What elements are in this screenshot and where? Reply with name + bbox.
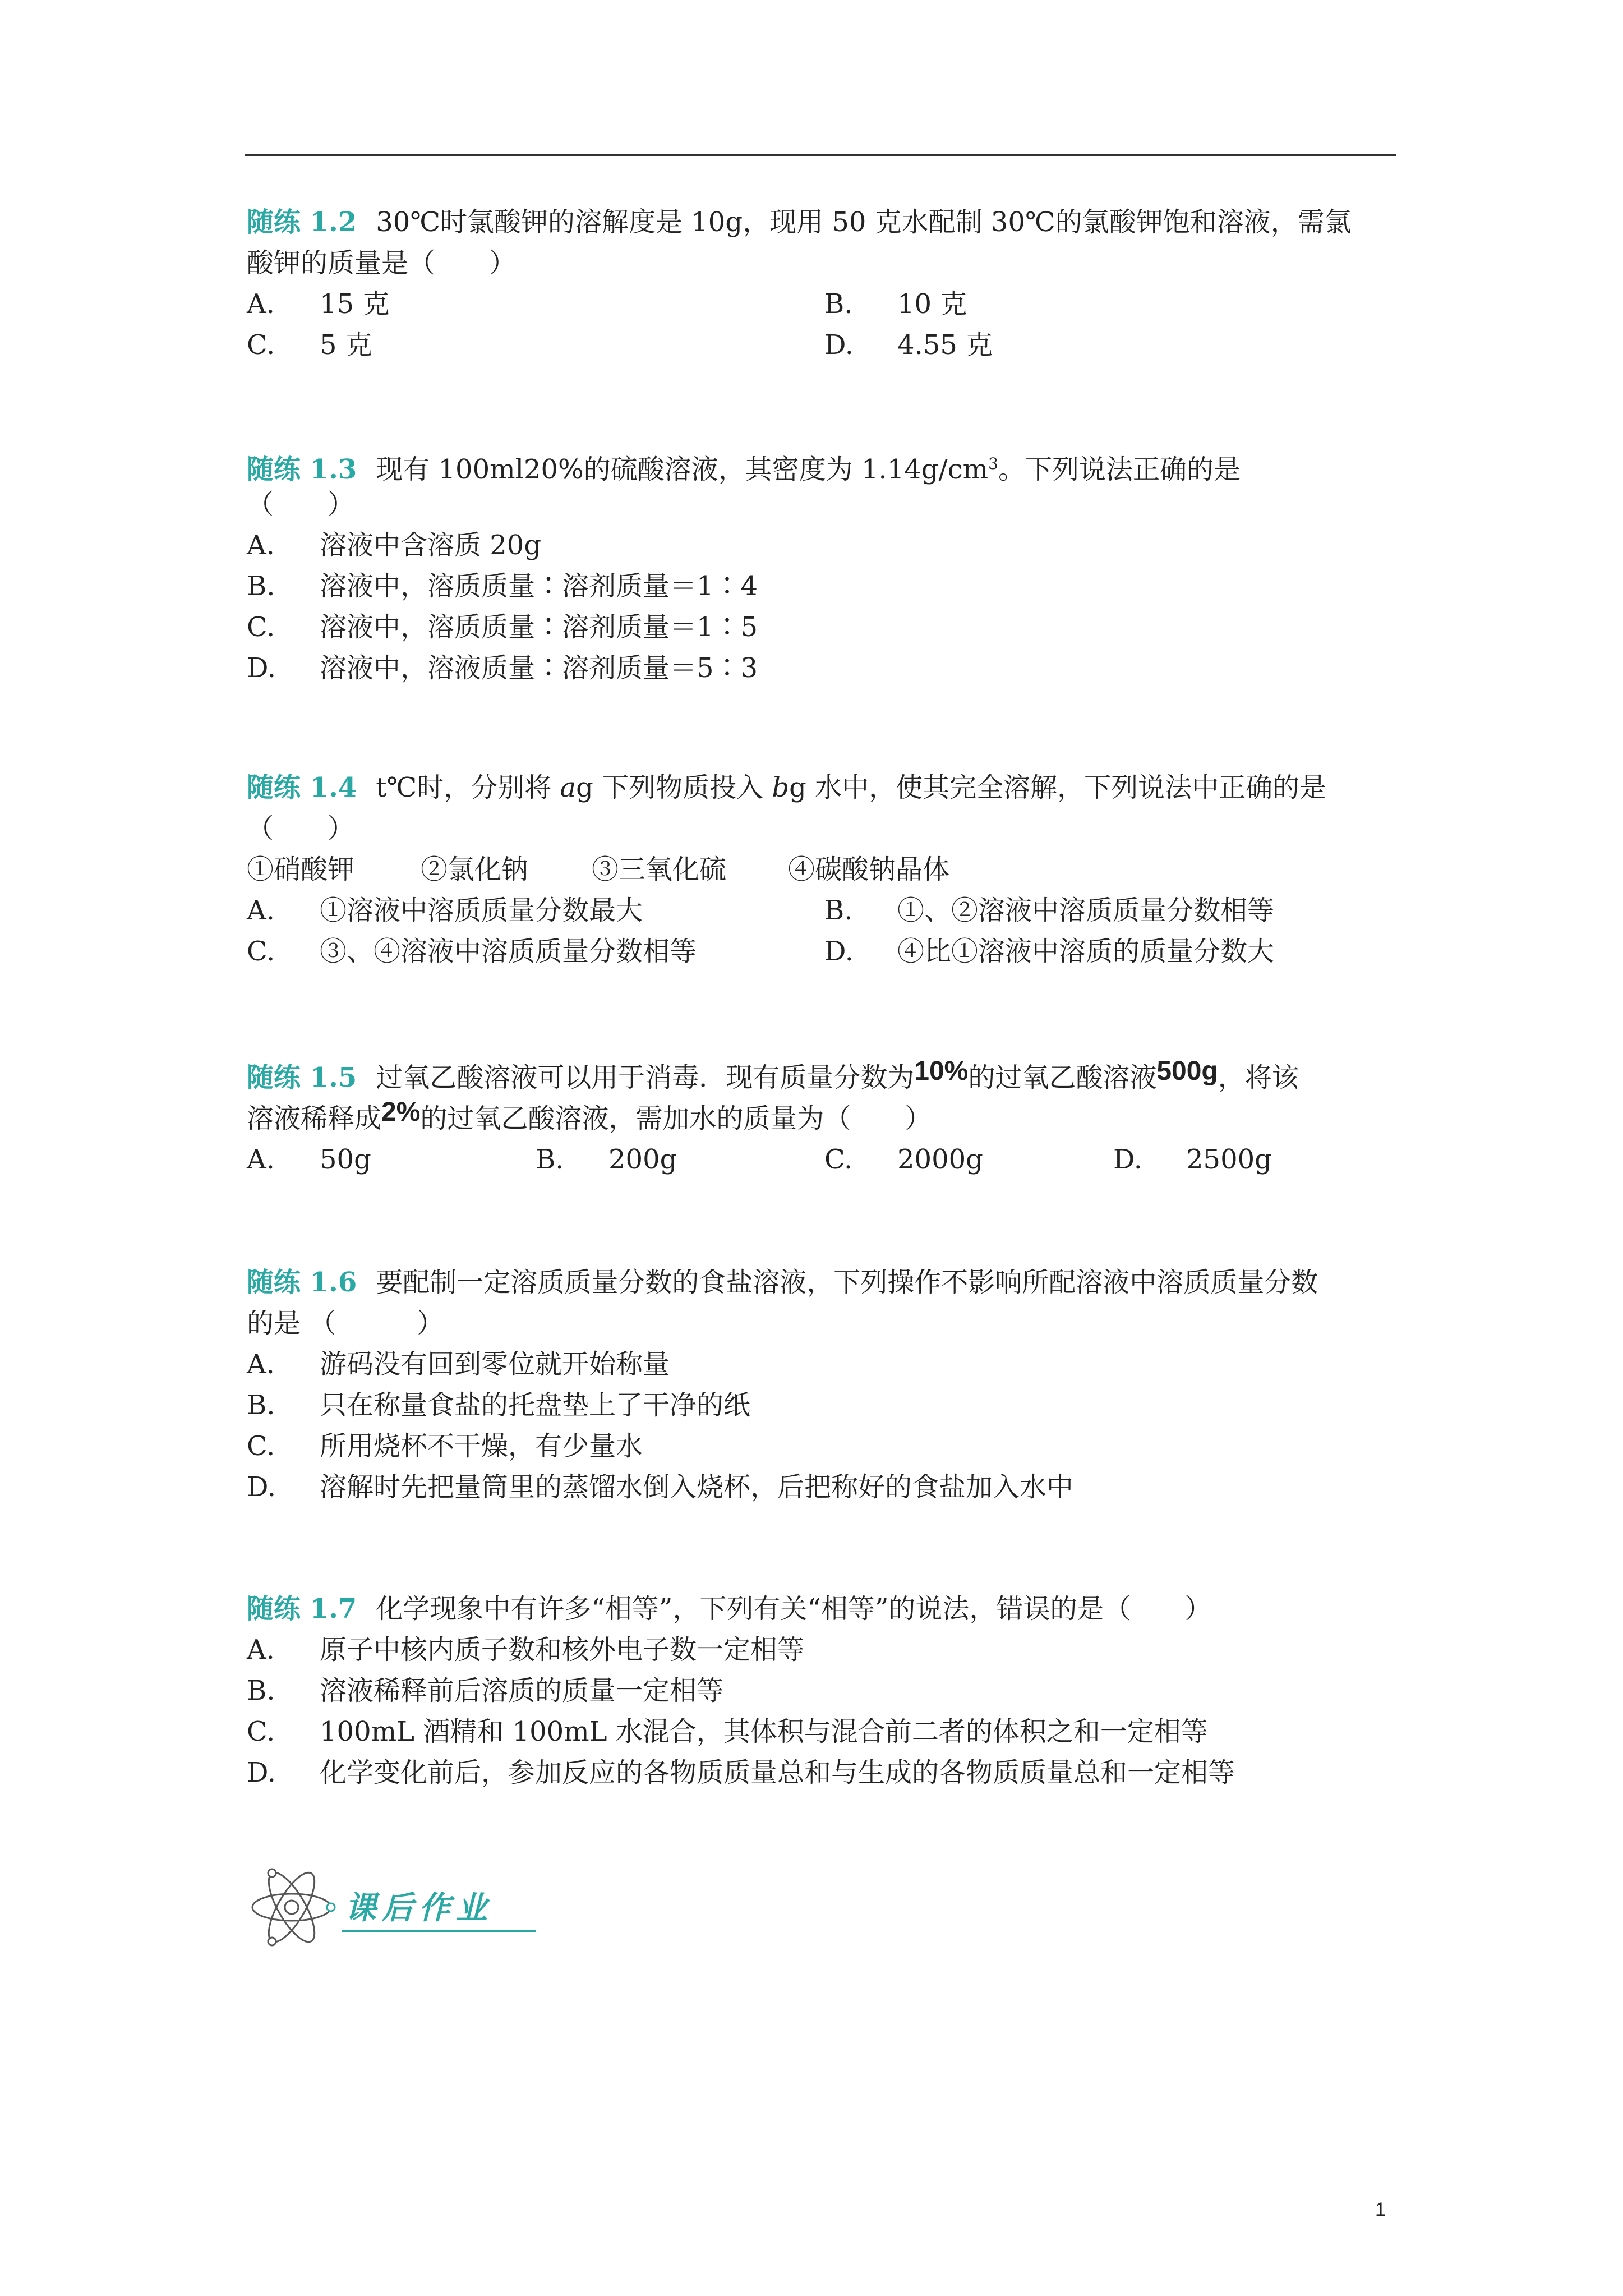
option-a: A. 15 克 xyxy=(247,288,390,320)
question-text: 的过氧乙酸溶液，需加水的质量为（ ） xyxy=(420,1103,932,1134)
option-c: C. 2000g xyxy=(824,1144,983,1175)
option-c: C. 所用烧杯不干燥，有少量水 xyxy=(247,1430,643,1462)
formula-value: 500g xyxy=(1156,1056,1218,1086)
option-d: D. 溶解时先把量筒里的蒸馏水倒入烧杯，后把称好的食盐加入水中 xyxy=(247,1471,1074,1503)
homework-banner xyxy=(247,1865,538,1949)
option-a: A. ①溶液中溶质质量分数最大 xyxy=(247,895,643,926)
question-text: 过氧乙酸溶液可以用于消毒．现有质量分数为 xyxy=(376,1062,915,1093)
option-d: D. 溶液中，溶液质量∶溶剂质量＝5∶3 xyxy=(247,652,758,684)
option-c: C. 100mL 酒精和 100mL 水混合，其体积与混合前二者的体积之和一定相等 xyxy=(247,1716,1208,1747)
option-c: C. 5 克 xyxy=(247,329,372,361)
question-id: 随练 1.5 xyxy=(247,1062,357,1093)
question-text: 。下列说法正确的是 xyxy=(998,454,1241,485)
question-1-4 xyxy=(247,767,1402,972)
substance-item: ④碳酸钠晶体 xyxy=(788,854,950,885)
question-1-7 xyxy=(247,1589,1402,1793)
option-c: C. ③、④溶液中溶质质量分数相等 xyxy=(247,936,697,967)
question-text: 化学现象中有许多“相等”，下列有关“相等”的说法，错误的是（ ） xyxy=(376,1593,1212,1625)
formula-value: 2% xyxy=(381,1097,421,1127)
option-c: C. 溶液中，溶质质量∶溶剂质量＝1∶5 xyxy=(247,611,758,643)
question-text: 30℃时氯酸钾的溶解度是 10g，现用 50 克水配制 30℃的氯酸钾饱和溶液，需氯 xyxy=(376,206,1352,238)
question-id: 随练 1.3 xyxy=(247,454,357,485)
question-text: 的是 （ ） xyxy=(247,1308,444,1339)
substance-item: ②氯化钠 xyxy=(421,854,529,885)
option-a: A. 原子中核内质子数和核外电子数一定相等 xyxy=(247,1634,805,1665)
option-a: A. 溶液中含溶质 20g xyxy=(247,530,542,561)
banner-title: 课后作业 xyxy=(345,1890,493,1926)
question-1-6 xyxy=(247,1262,1402,1508)
option-b: B. 只在称量食盐的托盘垫上了干净的纸 xyxy=(247,1389,751,1421)
question-1-2 xyxy=(247,202,1402,366)
option-d: D. 化学变化前后，参加反应的各物质质量总和与生成的各物质质量总和一定相等 xyxy=(247,1757,1235,1788)
variable: b xyxy=(772,772,790,803)
superscript: 3 xyxy=(988,454,998,473)
question-text: 酸钾的质量是（ ） xyxy=(247,247,517,279)
option-b: B. ①、②溶液中溶质质量分数相等 xyxy=(824,895,1275,926)
option-d: D. 2500g xyxy=(1113,1144,1272,1175)
option-a: A. 50g xyxy=(247,1144,371,1175)
question-id: 随练 1.4 xyxy=(247,772,357,803)
banner-underline xyxy=(342,1930,536,1932)
variable: a xyxy=(560,772,577,803)
question-id: 随练 1.7 xyxy=(247,1593,357,1625)
substance-list xyxy=(247,849,1402,890)
question-text: 的过氧乙酸溶液 xyxy=(968,1062,1157,1093)
option-d: D. 4.55 克 xyxy=(824,329,993,361)
question-id: 随练 1.2 xyxy=(247,206,357,238)
question-1-5 xyxy=(247,1057,1402,1180)
question-id: 随练 1.6 xyxy=(247,1267,357,1298)
formula-value: 10% xyxy=(914,1056,969,1086)
option-b: B. 200g xyxy=(536,1144,677,1175)
question-text: 现有 100ml20%的硫酸溶液，其密度为 1.14g/cm xyxy=(376,454,989,485)
atom-icon xyxy=(247,1865,336,1949)
page-number: 1 xyxy=(1375,2199,1386,2220)
header-rule xyxy=(245,154,1396,156)
question-text: g 水中，使其完全溶解，下列说法中正确的是 xyxy=(789,772,1327,803)
question-text: t℃时，分别将 xyxy=(376,772,560,803)
option-d: D. ④比①溶液中溶质的质量分数大 xyxy=(824,936,1275,967)
question-1-3 xyxy=(247,443,1402,689)
option-b: B. 溶液中，溶质质量∶溶剂质量＝1∶4 xyxy=(247,570,758,602)
question-text: 要配制一定溶质质量分数的食盐溶液，下列操作不影响所配溶液中溶质质量分数 xyxy=(376,1267,1318,1298)
question-text: （ ） xyxy=(247,489,355,520)
question-text: 溶液稀释成 xyxy=(247,1103,382,1134)
substance-item: ①硝酸钾 xyxy=(247,854,355,885)
option-b: B. 溶液稀释前后溶质的质量一定相等 xyxy=(247,1675,724,1706)
question-text: g 下列物质投入 xyxy=(576,772,772,803)
option-a: A. 游码没有回到零位就开始称量 xyxy=(247,1349,670,1380)
option-b: B. 10 克 xyxy=(824,288,967,320)
substance-item: ③三氧化硫 xyxy=(592,854,727,885)
question-text: ，将该 xyxy=(1218,1062,1299,1093)
question-text: （ ） xyxy=(247,813,355,844)
